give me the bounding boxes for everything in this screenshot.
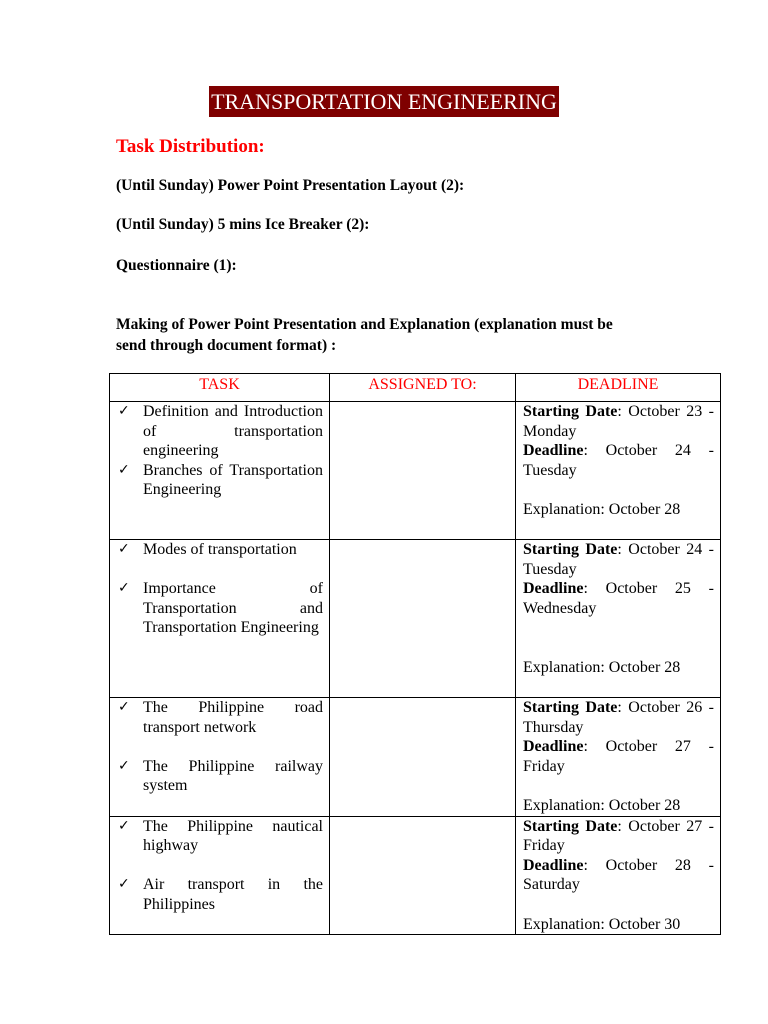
deadline-label: Deadline <box>523 738 584 756</box>
spacer <box>116 856 323 876</box>
deadline-cell <box>516 816 721 935</box>
deadline-label: Deadline <box>523 442 584 460</box>
explanation-date: Explanation: October 28 <box>523 658 681 676</box>
assigned-cell[interactable] <box>330 402 516 540</box>
starting-date <box>523 540 714 579</box>
task-text: Air transport in the Philippines <box>143 876 323 913</box>
task-cell <box>110 698 330 817</box>
ice-breaker-line: (Until Sunday) 5 mins Ice Breaker (2): <box>116 216 370 233</box>
check-mark-icon: ✓ <box>118 403 130 419</box>
task-item <box>116 817 323 856</box>
check-mark-icon: ✓ <box>118 699 130 715</box>
starting-date <box>523 402 714 441</box>
deadline-value: : October 24 - Tuesday <box>523 442 714 479</box>
task-item <box>116 875 323 914</box>
starting-date-label: Starting Date <box>523 817 618 835</box>
starting-date-value: : October 27 - Friday <box>523 817 715 855</box>
task-text: The Philippine road transport network <box>143 699 323 736</box>
task-cell <box>110 402 330 540</box>
spacer <box>116 560 323 580</box>
deadline-date <box>523 737 714 776</box>
table-row <box>110 698 721 817</box>
spacer <box>523 895 714 915</box>
table-row <box>110 540 721 698</box>
assigned-cell[interactable] <box>330 540 516 698</box>
deadline-value: : October 27 - Friday <box>523 738 714 775</box>
check-mark-icon: ✓ <box>118 817 130 834</box>
task-item <box>116 579 323 638</box>
task-item <box>116 461 323 500</box>
starting-date-value: : October 23 - Monday <box>523 403 715 440</box>
title-wrapper <box>0 86 768 117</box>
deadline-cell <box>516 402 721 540</box>
spacer <box>523 638 714 658</box>
starting-date <box>523 698 714 737</box>
task-table <box>109 373 721 935</box>
header-task: TASK <box>110 374 330 402</box>
table-header-row <box>110 374 721 402</box>
table-row <box>110 402 721 540</box>
ppt-layout-line: (Until Sunday) Power Point Presentation Layout (2): <box>116 177 465 194</box>
assigned-cell[interactable] <box>330 698 516 817</box>
explanation-date: Explanation: October 30 <box>523 915 681 933</box>
check-mark-icon: ✓ <box>118 541 130 557</box>
starting-date-label: Starting Date <box>523 541 618 558</box>
starting-date-value: : October 24 - Tuesday <box>523 541 715 578</box>
task-cell <box>110 816 330 935</box>
deadline-value: : October 25 - Wednesday <box>523 580 714 617</box>
task-item <box>116 757 323 796</box>
making-ppt-line: Making of Power Point Presentation and Explanation (explanation must be send through document format) : <box>116 316 613 354</box>
spacer <box>116 737 323 757</box>
task-text: The Philippine nautical highway <box>143 817 323 855</box>
task-item <box>116 402 323 461</box>
spacer <box>523 480 714 500</box>
starting-date <box>523 817 714 856</box>
deadline-cell <box>516 540 721 698</box>
task-text: The Philippine railway system <box>143 757 323 795</box>
deadline-cell <box>516 698 721 817</box>
header-deadline: DEADLINE <box>516 374 721 402</box>
questionnaire-line: Questionnaire (1): <box>116 257 237 274</box>
deadline-label: Deadline <box>523 856 584 874</box>
deadline-date <box>523 441 714 480</box>
deadline-date <box>523 579 714 618</box>
deadline-label: Deadline <box>523 580 584 598</box>
task-text: Modes of transportation <box>143 541 297 558</box>
header-assigned: ASSIGNED TO: <box>330 374 516 402</box>
check-mark-icon: ✓ <box>118 461 130 478</box>
spacer <box>523 618 714 638</box>
table-row <box>110 816 721 935</box>
task-text: Branches of Transportation Engineering <box>143 461 323 499</box>
check-mark-icon: ✓ <box>118 876 130 893</box>
explanation-date: Explanation: October 28 <box>523 796 681 814</box>
check-mark-icon: ✓ <box>118 757 130 774</box>
task-text: Definition and Introduction of transportation engineering <box>143 403 323 460</box>
task-item <box>116 698 323 737</box>
assigned-cell[interactable] <box>330 816 516 935</box>
starting-date-value: : October 26 - Thursday <box>523 699 715 736</box>
task-text: Importance of Transportation and Transportation Engineering <box>143 580 323 637</box>
document-title: TRANSPORTATION ENGINEERING <box>209 86 559 117</box>
deadline-value: : October 28 - Saturday <box>523 856 714 894</box>
task-cell <box>110 540 330 698</box>
starting-date-label: Starting Date <box>523 403 618 420</box>
task-item <box>116 540 323 560</box>
spacer <box>523 776 714 796</box>
deadline-date <box>523 856 714 895</box>
task-distribution-heading: Task Distribution: <box>116 136 265 157</box>
starting-date-label: Starting Date <box>523 699 618 716</box>
check-mark-icon: ✓ <box>118 580 130 597</box>
explanation-date: Explanation: October 28 <box>523 500 681 518</box>
